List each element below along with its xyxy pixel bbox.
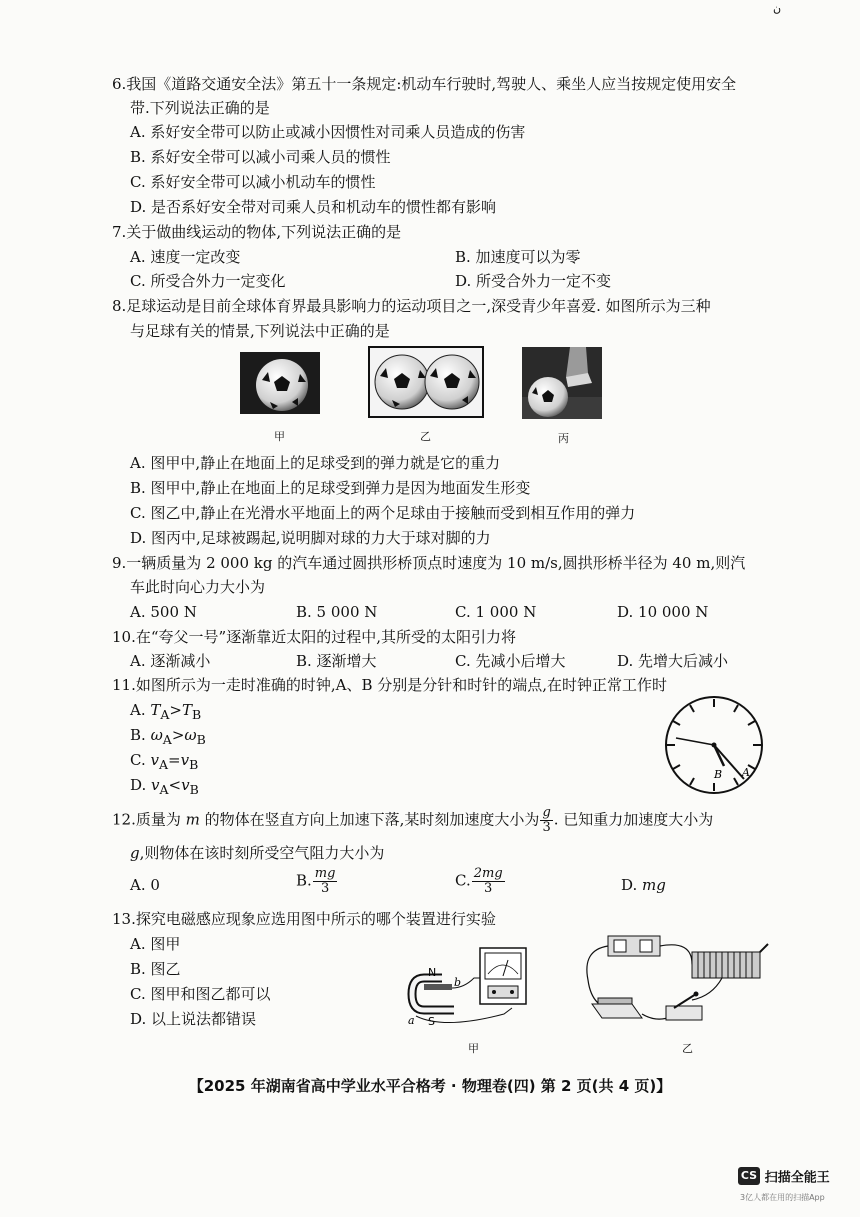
q12-stem-cont: g,则物体在该时刻所受空气阻力大小为 <box>130 844 385 862</box>
q8-option-b: B. 图甲中,静止在地面上的足球受到弹力是因为地面发生形变 <box>130 479 531 497</box>
induction-figure-yi <box>562 930 774 1028</box>
q9-option-c: C. 1 000 N <box>455 603 537 621</box>
q13-stem: 13.探究电磁感应现象应选用图中所示的哪个装置进行实验 <box>112 910 496 928</box>
q12-option-a: A. 0 <box>130 876 160 894</box>
clock-label-a: A <box>742 766 750 779</box>
induction-figure-jia <box>404 938 544 1032</box>
soccer-image-yi <box>368 346 484 418</box>
scanner-logo-tagline: 3亿人都在用的扫描App <box>740 1193 825 1202</box>
q12-stem: 12.质量为 m 的物体在竖直方向上加速下落,某时刻加速度大小为 $\frac{g}{3}$ . 已知重力加速度大小为 <box>112 805 714 835</box>
q9-stem-cont: 车此时向心力大小为 <box>130 578 266 596</box>
q10-option-d: D. 先增大后减小 <box>617 652 729 670</box>
q8-option-d: D. 图丙中,足球被踢起,说明脚对球的力大于球对脚的力 <box>130 529 491 547</box>
conductor-rod <box>424 984 452 990</box>
corner-mark: ن <box>773 2 782 15</box>
q10-option-a: A. 逐渐减小 <box>130 652 211 670</box>
magnet-n-label: N <box>428 966 437 979</box>
switch <box>666 1006 702 1020</box>
q11-option-a: A. $T_A>T_B$ <box>130 701 202 722</box>
q11-option-d: D. $v_A<v_B$ <box>130 776 199 797</box>
q12-option-b: B. $\frac{mg}{3}$ <box>296 866 336 896</box>
q9-option-d: D. 10 000 N <box>617 603 709 621</box>
caption-bing: 丙 <box>558 432 569 445</box>
q8-stem-cont: 与足球有关的情景,下列说法中正确的是 <box>130 322 390 340</box>
clock-figure <box>658 694 770 796</box>
q9-stem: 9.一辆质量为 2 000 kg 的汽车通过圆拱形桥顶点时速度为 10 m/s,圆拱形桥半径为 40 m,则汽 <box>112 554 746 572</box>
soccer-image-jia <box>240 352 320 414</box>
q6-option-a: A. 系好安全带可以防止或减小因惯性对司乘人员造成的伤害 <box>130 123 526 141</box>
q6-stem: 6.我国《道路交通安全法》第五十一条规定:机动车行驶时,驾驶人、乘坐人应当按规定使用安全 <box>112 75 737 93</box>
q13-option-c: C. 图甲和图乙都可以 <box>130 985 271 1003</box>
scanner-logo-name: 扫描全能王 <box>764 1170 830 1186</box>
coil <box>692 952 760 978</box>
q12-option-d: D. mg <box>621 876 666 894</box>
point-b-label: b <box>454 976 462 989</box>
q7-option-c: C. 所受合外力一定变化 <box>130 272 286 290</box>
q11-stem: 11.如图所示为一走时准确的时钟,A、B 分别是分针和时针的端点,在时钟正常工作时 <box>112 676 668 694</box>
caption-yi-13: 乙 <box>682 1042 693 1055</box>
q7-option-b: B. 加速度可以为零 <box>455 248 581 266</box>
q8-option-a: A. 图甲中,静止在地面上的足球受到的弹力就是它的重力 <box>130 454 501 472</box>
scanner-logo <box>738 1166 830 1186</box>
q6-option-d: D. 是否系好安全带对司乘人员和机动车的惯性都有影响 <box>130 198 497 216</box>
q11-option-b: B. $\omega_A>\omega_B$ <box>130 726 206 747</box>
q6-option-c: C. 系好安全带可以减小机动车的惯性 <box>130 173 376 191</box>
clock-label-b: B <box>714 768 723 781</box>
q10-stem: 10.在“夸父一号”逐渐靠近太阳的过程中,其所受的太阳引力将 <box>112 628 516 646</box>
q13-option-b: B. 图乙 <box>130 960 181 978</box>
q10-option-c: C. 先减小后增大 <box>455 652 566 670</box>
q10-option-b: B. 逐渐增大 <box>296 652 377 670</box>
caption-jia-13: 甲 <box>468 1042 479 1055</box>
q8-stem: 8.足球运动是目前全球体育界最具影响力的运动项目之一,深受青少年喜爱. 如图所示为三种 <box>112 297 711 315</box>
q8-option-c: C. 图乙中,静止在光滑水平地面上的两个足球由于接触而受到相互作用的弹力 <box>130 504 636 522</box>
soccer-image-bing <box>522 347 602 419</box>
scanner-logo-icon: CS <box>738 1167 760 1185</box>
q12-option-c: C. $\frac{2mg}{3}$ <box>455 866 503 896</box>
q7-stem: 7.关于做曲线运动的物体,下列说法正确的是 <box>112 223 402 241</box>
q6-stem-cont: 带.下列说法正确的是 <box>130 99 270 117</box>
magnet-s-label: S <box>428 1015 435 1028</box>
point-a-label: a <box>408 1014 415 1027</box>
caption-jia: 甲 <box>274 430 285 443</box>
q11-option-c: C. $v_A=v_B$ <box>130 751 199 772</box>
q7-option-d: D. 所受合外力一定不变 <box>455 272 612 290</box>
q6-option-b: B. 系好安全带可以减小司乘人员的惯性 <box>130 148 391 166</box>
rheostat <box>592 1004 642 1018</box>
q9-option-a: A. 500 N <box>130 603 197 621</box>
page-footer: 【2025 年湖南省高中学业水平合格考 · 物理卷(四) 第 2 页(共 4 页)】 <box>188 1077 672 1095</box>
q7-option-a: A. 速度一定改变 <box>130 248 241 266</box>
q13-option-d: D. 以上说法都错误 <box>130 1010 257 1028</box>
caption-yi: 乙 <box>420 430 431 443</box>
q13-option-a: A. 图甲 <box>130 935 181 953</box>
q9-option-b: B. 5 000 N <box>296 603 378 621</box>
